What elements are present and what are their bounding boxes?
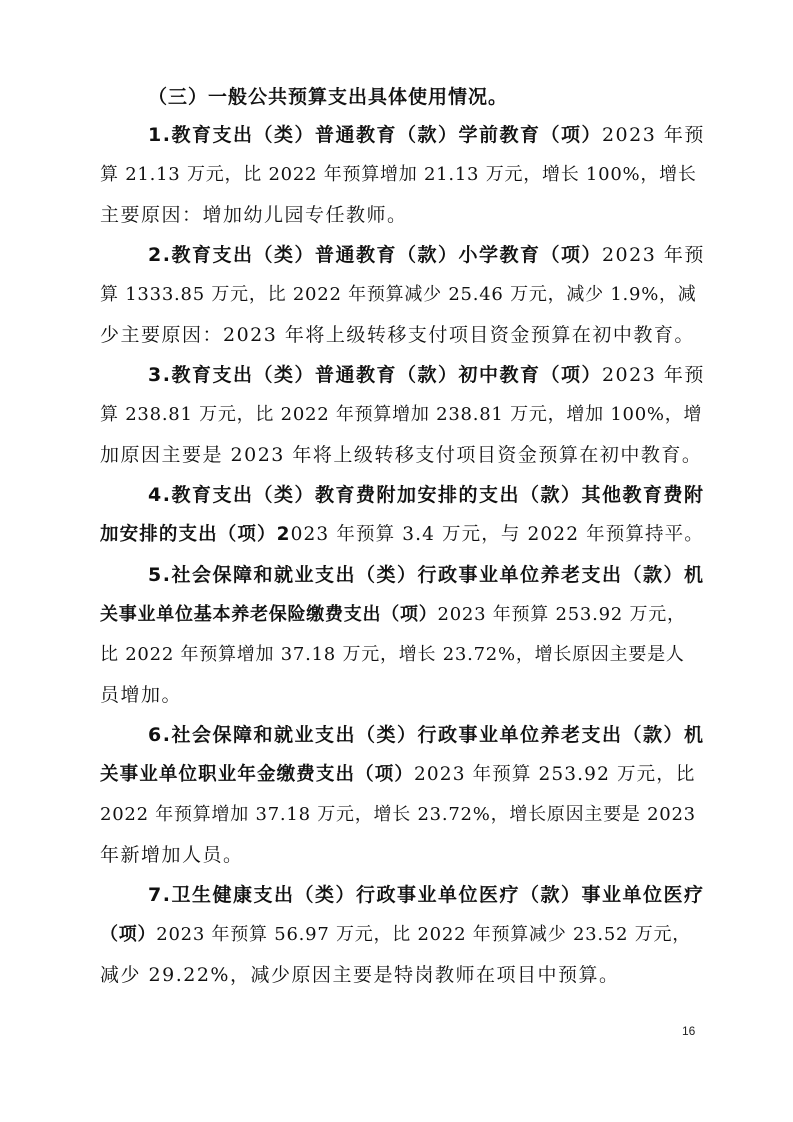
item-1-text: 2023 年预 [601, 124, 705, 146]
item-2-line-3: 少主要原因：2023 年将上级转移支付项目资金预算在初中教育。 [100, 324, 695, 346]
item-7-line-1 [148, 883, 704, 907]
item-7-text: 2023 年预算 56.97 万元，比 2022 年预算减少 23.52 万元， [156, 924, 691, 945]
item-6-text: 2023 年预算 253.92 万元，比 [414, 764, 696, 785]
item-5-title: 5.社会保障和就业支出（类）行政事业单位养老支出（款）机 [148, 564, 705, 586]
item-1-title: 1.教育支出（类）普通教育（款）学前教育（项） [148, 124, 602, 146]
item-4-title-cont: 加安排的支出（项）2 [100, 524, 291, 545]
item-5-line-1 [148, 563, 704, 587]
item-5-title-cont: 关事业单位基本养老保险缴费支出（项） [100, 604, 438, 625]
item-5-text: 2023 年预算 253.92 万元， [437, 604, 686, 625]
item-5-line-3: 比 2022 年预算增加 37.18 万元，增长 23.72%，增长原因主要是人 [100, 644, 685, 665]
item-3-line-1 [148, 363, 705, 387]
item-7-line-2 [100, 923, 691, 947]
item-4-text: 023 年预算 3.4 万元，与 2022 年预算持平。 [290, 524, 704, 545]
item-6-line-1 [148, 723, 704, 747]
item-1-line-1 [148, 123, 705, 147]
item-2-line-2: 算 1333.85 万元，比 2022 年预算减少 25.46 万元，减少 1.9%，减 [100, 284, 697, 305]
item-6-line-3: 2022 年预算增加 37.18 万元，增长 23.72%，增长原因主要是 2023 [100, 804, 696, 825]
item-3-line-2: 算 238.81 万元，比 2022 年预算增加 238.81 万元，增加 100%，增 [100, 404, 703, 425]
item-1-line-2: 算 21.13 万元，比 2022 年预算增加 21.13 万元，增长 100%，增长 [100, 164, 697, 185]
item-6-line-4: 年新增加人员。 [100, 844, 244, 866]
item-4-line-1 [148, 483, 704, 507]
item-4-line-2 [100, 523, 704, 547]
item-5-line-2 [100, 603, 686, 627]
item-6-title-cont: 关事业单位职业年金缴费支出（项） [100, 764, 415, 785]
section-heading: （三）一般公共预算支出具体使用情况。 [148, 86, 509, 108]
item-2-line-1 [148, 243, 705, 267]
item-6-title: 6.社会保障和就业支出（类）行政事业单位养老支出（款）机 [148, 724, 705, 746]
item-1-line-3: 主要原因：增加幼儿园专任教师。 [100, 204, 408, 226]
item-5-line-4: 员增加。 [100, 684, 183, 706]
item-2-text: 2023 年预 [601, 244, 705, 266]
item-7-title-cont: （项） [100, 924, 157, 945]
page-number: 16 [682, 1024, 696, 1038]
item-4-title: 4.教育支出（类）教育费附加安排的支出（款）其他教育费附 [148, 484, 705, 506]
item-6-line-2 [100, 763, 695, 787]
item-7-title: 7.卫生健康支出（类）行政事业单位医疗（款）事业单位医疗 [148, 884, 705, 906]
item-3-text: 2023 年预 [601, 364, 705, 386]
item-3-title: 3.教育支出（类）普通教育（款）初中教育（项） [148, 364, 602, 386]
item-2-title: 2.教育支出（类）普通教育（款）小学教育（项） [148, 244, 602, 266]
item-3-line-3: 加原因主要是 2023 年将上级转移支付项目资金预算在初中教育。 [100, 444, 703, 466]
item-7-line-3: 减少 29.22%，减少原因主要是特岗教师在项目中预算。 [100, 964, 620, 986]
